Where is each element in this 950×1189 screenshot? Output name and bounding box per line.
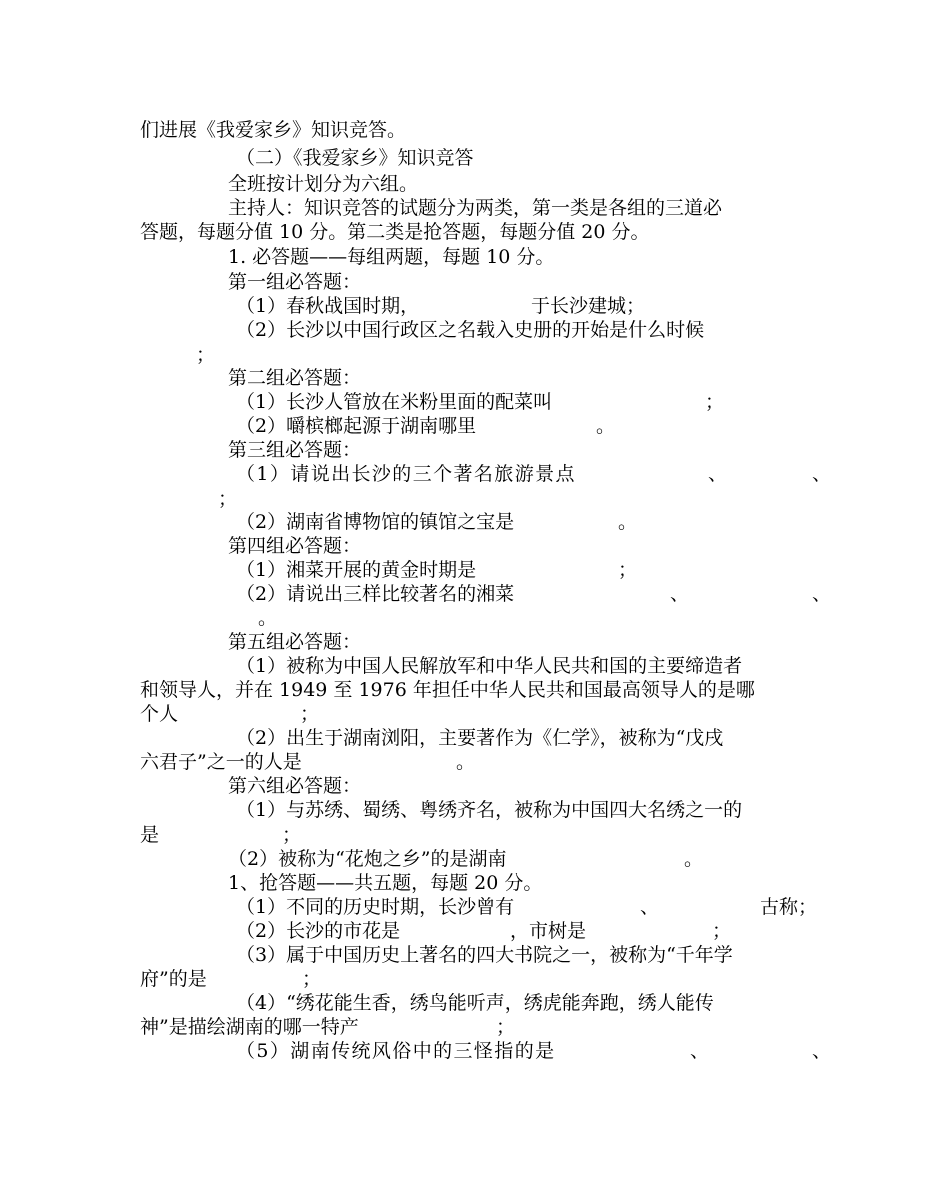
text-line: 1、抢答题——共五题，每题 20 分。 — [228, 872, 543, 894]
question-text: （1）长沙人管放在米粉里面的配菜叫 — [236, 391, 553, 413]
question-text: （1）春秋战国时期， — [236, 295, 420, 317]
question-text: 于长沙建城； — [531, 295, 646, 317]
punctuation: 。 — [596, 415, 616, 437]
question-text: （2）出生于湖南浏阳，主要著作为《仁学》，被称为“戊戌 — [236, 727, 724, 749]
punctuation: 。 — [684, 848, 704, 870]
punctuation: ； — [705, 391, 725, 413]
punctuation: 、 — [640, 896, 660, 918]
punctuation: ； — [282, 824, 302, 846]
question-text: （2）长沙以中国行政区之名载入史册的开始是什么时候 — [236, 319, 705, 341]
punctuation: ； — [496, 1016, 516, 1038]
punctuation: 、 — [708, 463, 728, 485]
punctuation: 、 — [812, 1040, 832, 1062]
punctuation: ； — [302, 968, 322, 990]
group-heading: 第二组必答题： — [228, 367, 362, 389]
punctuation: ； — [618, 559, 638, 581]
section-heading: （二）《我爱家乡》知识竞答 — [236, 147, 474, 169]
question-text: （2）嚼槟榔起源于湖南哪里 — [236, 415, 477, 437]
question-text: （2）被称为“花炮之乡”的是湖南 — [228, 848, 507, 870]
group-heading: 第六组必答题： — [228, 775, 362, 797]
punctuation: 。 — [456, 751, 476, 773]
question-text: （5）湖南传统风俗中的三怪指的是 — [236, 1040, 556, 1062]
question-text: （1）请说出长沙的三个著名旅游景点 — [236, 463, 576, 485]
question-text: （1）湘菜开展的黄金时期是 — [236, 559, 477, 581]
text-line: 全班按计划分为六组。 — [228, 173, 419, 195]
group-heading: 第四组必答题： — [228, 535, 362, 557]
question-text: （2）长沙的市花是 — [236, 920, 401, 942]
question-text: 府”的是 — [140, 968, 207, 990]
punctuation: 。 — [258, 607, 278, 629]
punctuation: 、 — [670, 583, 690, 605]
text-line: 答题，每题分值 10 分。第二类是抢答题，每题分值 20 分。 — [140, 221, 650, 243]
punctuation: ； — [300, 703, 320, 725]
question-text: ，市树是 — [510, 920, 587, 942]
question-text: 个人 — [140, 703, 179, 725]
group-heading: 第五组必答题： — [228, 631, 362, 653]
question-text: （3）属于中国历史上著名的四大书院之一，被称为“千年学 — [236, 944, 733, 966]
punctuation: 、 — [812, 583, 832, 605]
punctuation: 、 — [690, 1040, 710, 1062]
group-heading: 第三组必答题： — [228, 439, 362, 461]
question-text: （1）与苏绣、蜀绣、粤绣齐名，被称为中国四大名绣之一的 — [236, 799, 743, 821]
group-heading: 第一组必答题： — [228, 271, 362, 293]
question-text: 神”是描绘湖南的哪一特产 — [140, 1016, 359, 1038]
text-line: 们进展《我爱家乡》知识竞答。 — [140, 119, 407, 141]
punctuation: ； — [712, 920, 732, 942]
text-line: 主持人：知识竞答的试题分为两类，第一类是各组的三道必 — [228, 197, 723, 219]
punctuation: ； — [218, 488, 238, 510]
punctuation: 。 — [618, 511, 638, 533]
question-text: （2）湖南省博物馆的镇馆之宝是 — [236, 511, 515, 533]
question-text: 和领导人，并在 1949 至 1976 年担任中华人民共和国最高领导人的是哪 — [140, 679, 755, 701]
question-text: 古称； — [760, 896, 818, 918]
question-text: （1）不同的历史时期，长沙曾有 — [236, 896, 515, 918]
question-text: （4）“绣花能生香，绣鸟能听声，绣虎能奔跑，绣人能传 — [236, 992, 714, 1014]
question-text: （2）请说出三样比较著名的湘菜 — [236, 583, 515, 605]
text-line: 1. 必答题——每组两题，每题 10 分。 — [228, 246, 555, 268]
punctuation: ； — [196, 344, 216, 366]
question-text: （1）被称为中国人民解放军和中华人民共和国的主要缔造者 — [236, 655, 743, 677]
question-text: 六君子”之一的人是 — [140, 751, 302, 773]
question-text: 是 — [140, 824, 160, 846]
punctuation: 、 — [812, 463, 832, 485]
